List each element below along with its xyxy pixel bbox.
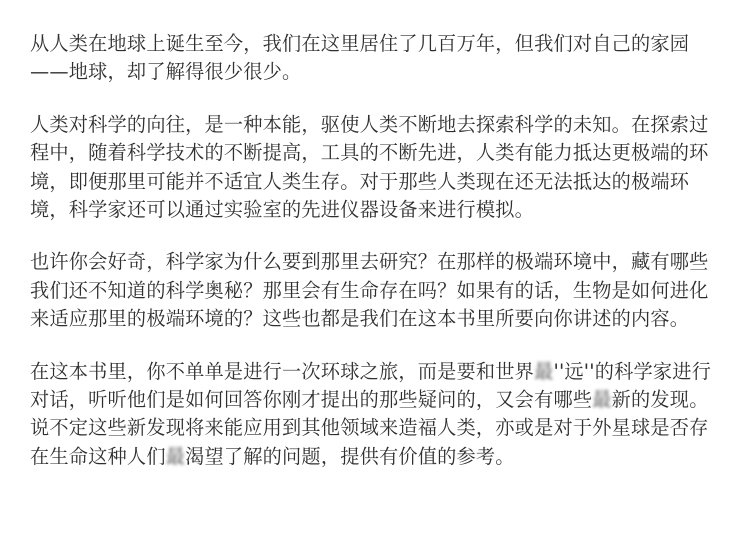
paragraph-4: [30, 358, 722, 472]
paragraph-text: 人类对科学的向往，是一种本能，驱使人类不断地去探索科学的未知。在探索过程中，随着科学技术的不断提高，工具的不断先进，人类有能力抵达更极端的环境，即便那里可能并不适宜人类生存。对于那些人类现在还无法抵达的极端环境，科学家还可以通过实验室的先进仪器设备来进行模拟。: [30, 112, 709, 222]
paragraph-text: ''远''的科学家进行对话，听听他们是如何回答你刚才提出的那些疑问的，又会有哪些: [30, 359, 712, 412]
paragraph-text: 从人类在地球上诞生至今，我们在这里居住了几百万年，但我们对自己的家园——地球，却了解得很少很少。: [30, 32, 690, 84]
blurred-character: 最: [592, 388, 612, 412]
paragraph-text: 在这本书里，你不单单是进行一次环球之旅，而是要和世界: [30, 359, 535, 383]
paragraph-text: 新的发现。说不定这些新发现将来能应用到其他领域来造福人类，亦或是对于外星球是否存在生命这种人们: [30, 388, 709, 468]
paragraph-1: [30, 30, 722, 87]
blurred-character: 最: [165, 444, 186, 468]
blurred-character: 最: [534, 359, 554, 383]
paragraph-text: 渴望了解的问题，提供有价值的参考。: [185, 444, 515, 468]
paragraph-3: [30, 248, 722, 333]
paragraph-text: 也许你会好奇，科学家为什么要到那里去研究？在那样的极端环境中，藏有哪些我们还不知道的科学奥秘？那里会有生命存在吗？如果有的话，生物是如何进化来适应那里的极端环境的？这些也都是我们在这本书里所要向你讲述的内容。: [30, 250, 709, 331]
document-body: [30, 30, 722, 471]
paragraph-2: [30, 111, 722, 225]
